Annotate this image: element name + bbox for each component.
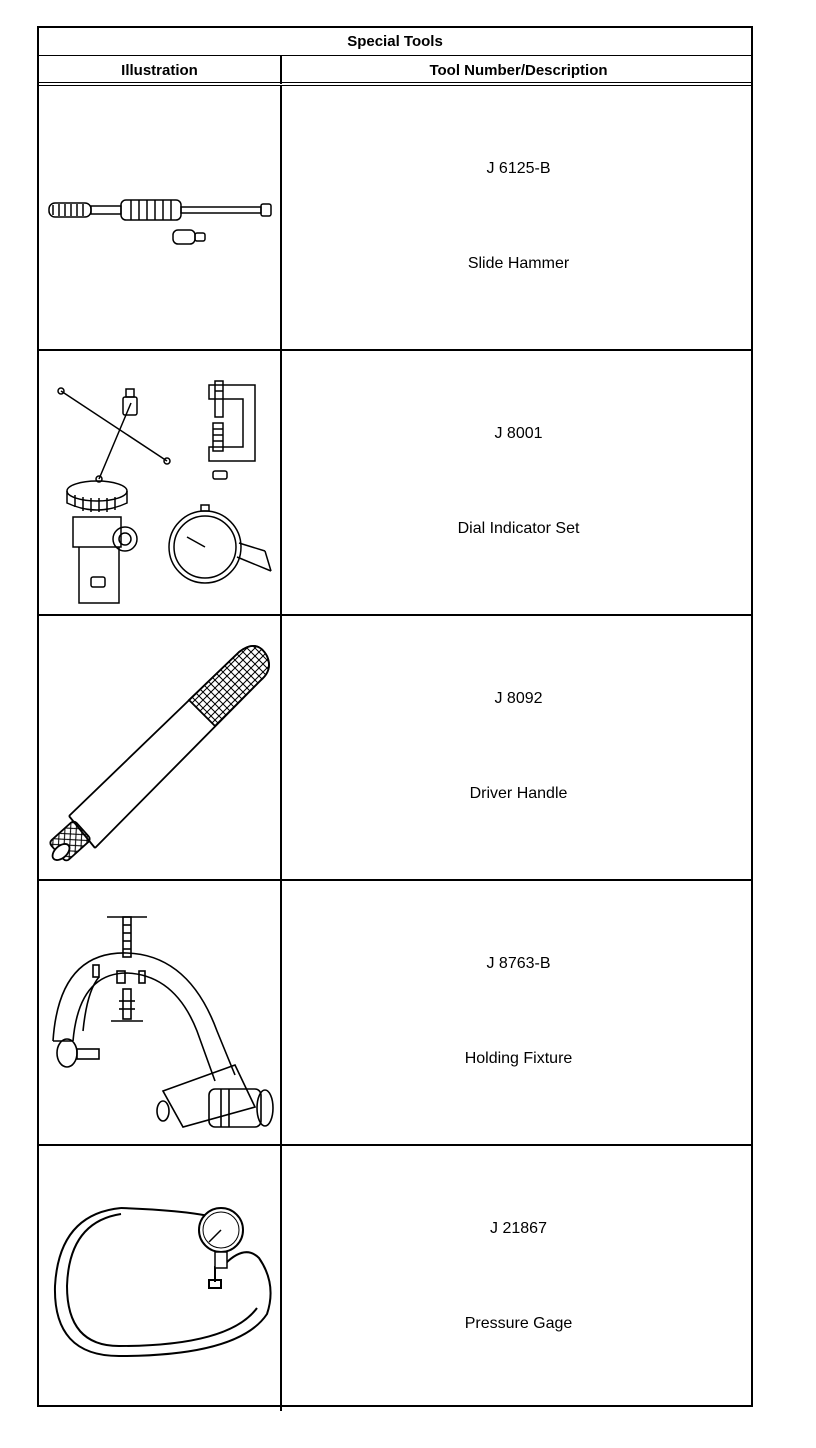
special-tools-table (37, 26, 753, 1407)
tool-cell (284, 1146, 753, 1411)
tool-number: J 6125-B (486, 160, 551, 177)
tool-number: J 8092 (494, 690, 543, 707)
tool-number: J 8001 (494, 425, 543, 442)
holding-fixture-icon (39, 881, 280, 1144)
table-row (39, 1146, 751, 1411)
tool-number: J 21867 (490, 1220, 547, 1237)
table-row (39, 351, 751, 616)
tool-cell (284, 616, 753, 881)
tool-description: Holding Fixture (464, 1050, 573, 1067)
tool-description: Dial Indicator Set (457, 520, 580, 537)
slide-hammer-icon (39, 86, 280, 349)
illustration-cell (39, 351, 282, 616)
table-row (39, 616, 751, 881)
table-row (39, 881, 751, 1146)
header-tool-number-description: Tool Number/Description (429, 61, 608, 79)
tool-description: Pressure Gage (464, 1315, 573, 1332)
tool-description: Slide Hammer (467, 255, 570, 272)
header-illustration: Illustration (39, 56, 282, 84)
table-title: Special Tools (39, 28, 751, 56)
illustration-cell (39, 1146, 282, 1411)
tool-number: J 8763-B (486, 955, 551, 972)
tool-description: Driver Handle (469, 785, 568, 802)
illustration-cell (39, 86, 282, 351)
illustration-cell (39, 881, 282, 1146)
driver-handle-icon (39, 616, 280, 879)
table-row (39, 86, 751, 351)
dial-indicator-set-icon (39, 351, 280, 614)
pressure-gage-icon (39, 1146, 280, 1409)
tool-cell (284, 881, 753, 1146)
tool-cell (284, 86, 753, 351)
illustration-cell (39, 616, 282, 881)
tool-cell (284, 351, 753, 616)
